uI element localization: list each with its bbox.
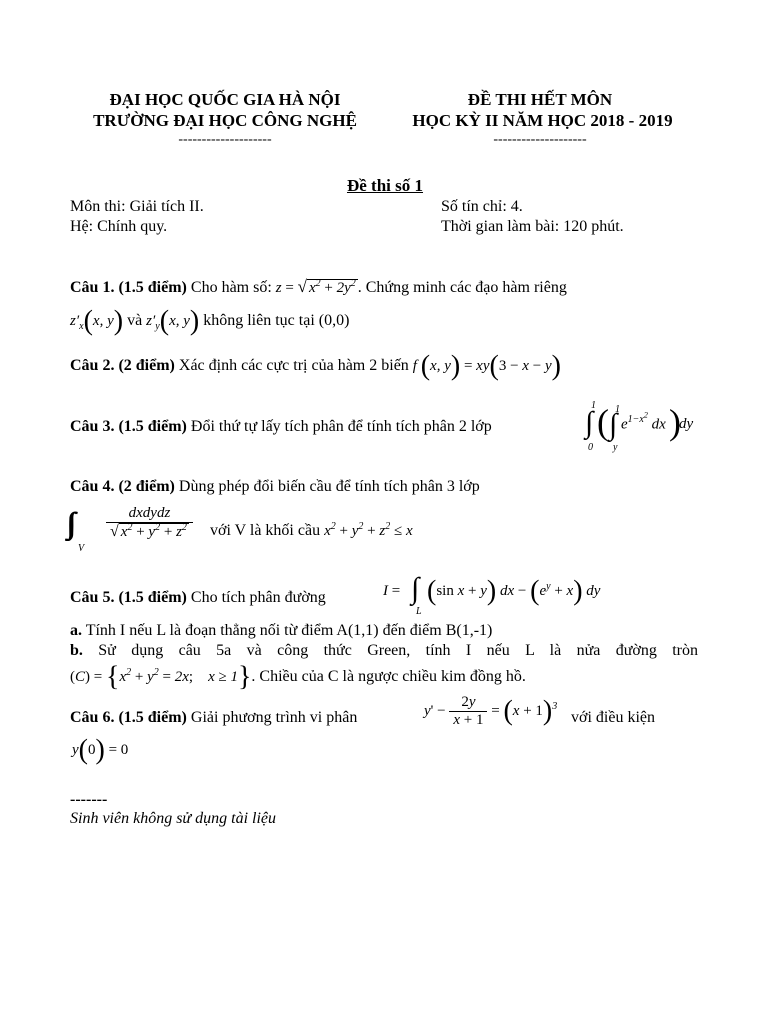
question-1-text-a: Cho hàm số: <box>186 279 276 296</box>
q3-integral-formula <box>583 400 703 454</box>
left-separator: -------------------- <box>178 132 272 147</box>
credits-info: Số tín chỉ: 4. <box>441 198 523 215</box>
question-6-text-a: Giải phương trình vi phân <box>186 709 358 726</box>
system-info: Hệ: Chính quy. <box>70 218 168 235</box>
q5-path-l: L <box>416 606 422 617</box>
question-5-part-a <box>70 622 492 640</box>
q5-semicircle-formula: $(C) = \{x^2 + y^2 = 2x$; x ≥ 1} <box>70 661 252 693</box>
q3-right-paren: ) <box>669 402 681 442</box>
exam-type-line-2: HỌC KỲ II NĂM HỌC 2018 - 2019 <box>412 111 673 130</box>
question-6-label: Câu 6. (1.5 điểm) <box>70 709 187 726</box>
footer-note: Sinh viên không sử dụng tài liệu <box>70 810 277 827</box>
q5-part-a-label: a. <box>70 622 82 639</box>
school-line-1: ĐẠI HỌC QUỐC GIA HÀ NỘI <box>109 90 341 109</box>
q3-dy: dy <box>679 416 694 432</box>
q5-i-equals: I = <box>383 583 401 599</box>
q5-part-b-text: Sử dụng câu 5a và công thức Green, tính I nếu L là nửa đường tròn <box>82 642 698 659</box>
question-4-text-a: Dùng phép đổi biến cầu để tính tích phân 3 lớp <box>174 478 480 495</box>
q3-outer-upper-limit: 1 <box>591 400 596 411</box>
q1-partial-x: $z'_x(x$, y) <box>70 305 124 337</box>
duration-info: Thời gian làm bài: 120 phút. <box>441 218 624 235</box>
q4-triple-integral <box>68 503 208 559</box>
q3-left-paren: ( <box>597 402 609 442</box>
q2-function-formula: f (x, y) = xy(3 − x − y) <box>412 350 561 382</box>
q4-fraction <box>106 505 193 541</box>
question-5-part-b <box>70 642 698 660</box>
question-1-text-d: không liên tục tại (0,0) <box>199 312 350 329</box>
q6-initial-condition: y(0) = 0 <box>72 734 129 766</box>
question-1-text-c: và <box>123 312 147 329</box>
right-separator: -------------------- <box>493 132 587 147</box>
question-2-label: Câu 2. (2 điểm) <box>70 357 175 374</box>
q4-numerator: dxdydz <box>128 505 171 521</box>
q4-denominator: √ $x^2 + y^2 + z^2$ <box>106 522 193 541</box>
question-6-line-1 <box>70 709 357 727</box>
question-5-part-b-line-2 <box>70 661 526 693</box>
q3-outer-integral-sign: ∫ <box>585 406 594 439</box>
question-1-line-1 <box>70 277 567 297</box>
q3-integrand: $e^{1-x^2}$ dx <box>621 411 666 433</box>
q3-outer-lower-limit: 0 <box>588 442 593 453</box>
q1-function-formula: z = √ $x^2 + 2y^2$ <box>275 277 356 296</box>
question-1-line-2 <box>70 305 350 337</box>
question-1-text-b: . Chứng minh các đạo hàm riêng <box>357 279 567 296</box>
question-5-line-1 <box>70 589 326 607</box>
q4-sphere-condition: $x^2 + y^2 + z^2 \le x$ <box>324 521 413 539</box>
q6-numerator: 2y <box>461 694 476 710</box>
q6-differential-equation: y' − $\frac{2y}{x + 1}$ = $(x + 1)^3$ <box>424 694 558 728</box>
q6-denominator: x + 1 <box>449 711 487 729</box>
q5-integrand: (sin x + y) dx − $(e^y + x)$ dy <box>427 575 601 607</box>
question-1-label: Câu 1. (1.5 điểm) <box>70 279 187 296</box>
q5-part-a-text: Tính I nếu L là đoạn thẳng nối từ điểm A(1,1) đến điểm B(1,-1) <box>82 622 493 639</box>
question-2-text-a: Xác định các cực trị của hàm 2 biến <box>174 357 413 374</box>
q4-region-v: V <box>78 543 85 554</box>
exam-title: Đề thi số 1 <box>346 176 424 195</box>
exam-type-line-1: ĐỀ THI HẾT MÔN <box>467 90 613 109</box>
question-6-text-b: với điều kiện <box>571 709 655 726</box>
q5-line-integral <box>383 572 643 618</box>
q5-part-b-text-2: . Chiều của C là ngược chiều kim đồng hồ. <box>251 668 526 685</box>
question-3-text-a: Đổi thứ tự lấy tích phân để tính tích phân 2 lớp <box>186 418 492 435</box>
question-5-text-a: Cho tích phân đường <box>186 589 326 606</box>
subject-info: Môn thi: Giải tích II. <box>70 198 204 215</box>
question-2 <box>70 350 561 382</box>
question-4-line-2 <box>210 522 413 540</box>
q3-inner-upper-limit: 1 <box>615 404 620 415</box>
question-4-label: Câu 4. (2 điểm) <box>70 478 175 495</box>
school-line-2: TRƯỜNG ĐẠI HỌC CÔNG NGHỆ <box>93 111 357 130</box>
q1-partial-y: $z'_y(x$, y) <box>146 305 200 337</box>
question-4-text-b: với V là khối cầu <box>210 522 325 539</box>
question-3 <box>70 418 492 436</box>
question-5-label: Câu 5. (1.5 điểm) <box>70 589 187 606</box>
question-4-line-1 <box>70 478 480 496</box>
footer-dashes: ------- <box>70 791 108 808</box>
q5-integral-sign: ∫ <box>411 572 420 605</box>
q3-inner-integral-sign: ∫ <box>609 408 618 441</box>
q3-inner-lower-limit: y <box>613 442 618 453</box>
question-3-label: Câu 3. (1.5 điểm) <box>70 418 187 435</box>
q5-part-b-label: b. <box>70 642 83 659</box>
